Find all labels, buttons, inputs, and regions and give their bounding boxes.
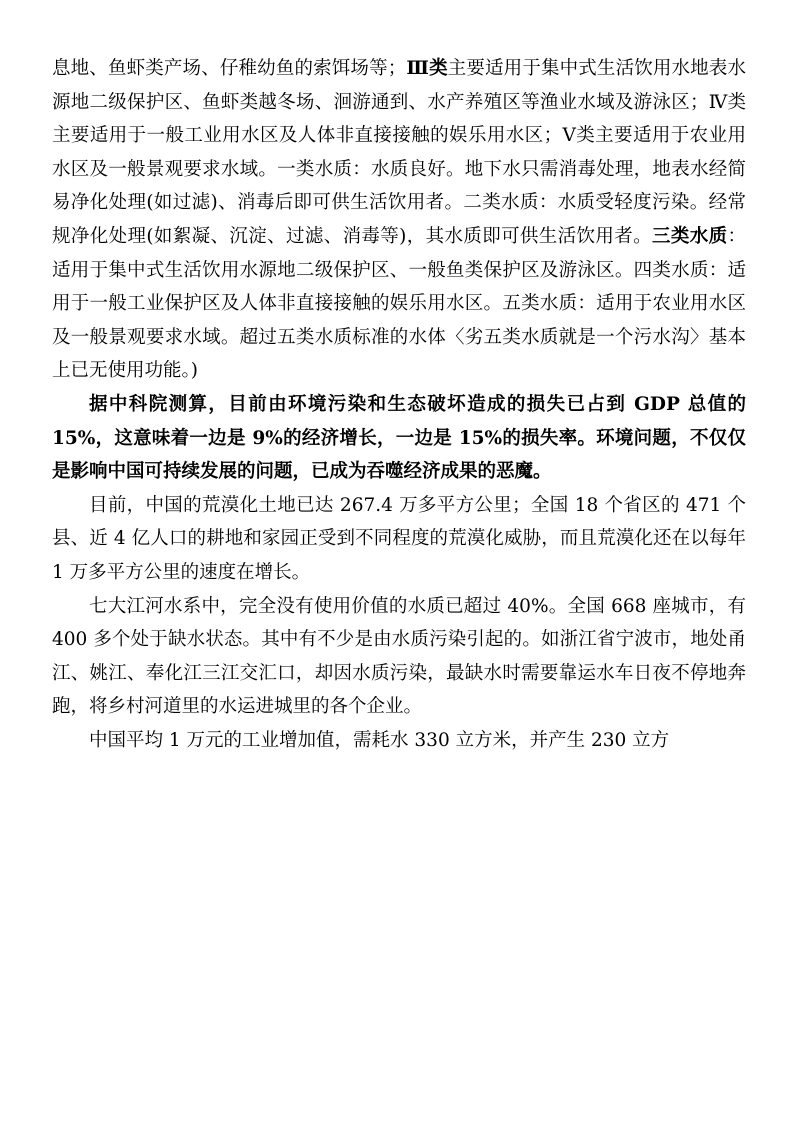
- paragraph-industrial-water: 中国平均 1 万元的工业增加值，需耗水 330 立方米，并产生 230 立方: [89, 729, 670, 751]
- paragraph-economic-loss: 据中科院测算，目前由环境污染和生态破坏造成的损失已占到 GDP 总值的 15%，这意味着一边是 9%的经济增长，一边是 15%的损失率。环境问题，不仅仅是影响中国可持续发展的问题，已成为吞噬经济成果的恶魔。: [52, 393, 746, 483]
- paragraph-water-pollution: 七大江河水系中，完全没有使用价值的水质已超过 40%。全国 668 座城市，有 400 多个处于缺水状态。其中有不少是由水质污染引起的。如浙江省宁波市，地处甬江、姚江、奉化江三江交汇口，却因水质污染，最缺水时需要靠运水车日夜不停地奔跑，将乡村河道里的水运进城里的各个企业。: [52, 595, 746, 718]
- text-segment: 息地、鱼虾类产场、仔稚幼鱼的索饵场等；: [52, 58, 407, 79]
- bold-term-class-iii: Ⅲ类: [406, 58, 448, 79]
- text-segment: 主要适用于集中式生活饮用水地表水源地二级保护区、鱼虾类越冬场、洄游通到、水产养殖区等渔业水域及游泳区；Ⅳ类主要适用于一般工业用水区及人体非直接接触的娱乐用水区；Ⅴ类主要适用于农业用水区及一般景观要求水域。一类水质：水质良好。地下水只需消毒处理，地表水经简易净化处理(如过滤)、消毒后即可供生活饮用者。二类水质：水质受轻度污染。经常规净化处理(如絮凝、沉淀、过滤、消毒等)，其水质即可供生活饮用者。: [52, 58, 746, 247]
- bold-term-third-class-water: 三类水质: [652, 225, 728, 247]
- text-segment: ：适用于集中式生活饮用水源地二级保护区、一般鱼类保护区及游泳区。四类水质：适用于一般工业保护区及人体非直接接触的娱乐用水区。五类水质：适用于农业用水区及一般景观要求水域。超过五类水质标准的水体〈劣五类水质就是一个污水沟〉基本上已无使用功能。): [52, 225, 746, 382]
- paragraph-water-quality-classes: [52, 52, 746, 388]
- document-page: [52, 52, 746, 757]
- paragraph-desertification: 目前，中国的荒漠化土地已达 267.4 万多平方公里；全国 18 个省区的 471 个县、近 4 亿人口的耕地和家园正受到不同程度的荒漠化威胁，而且荒漠化还在以每年 1 万多平方公里的速度在增长。: [52, 494, 746, 583]
